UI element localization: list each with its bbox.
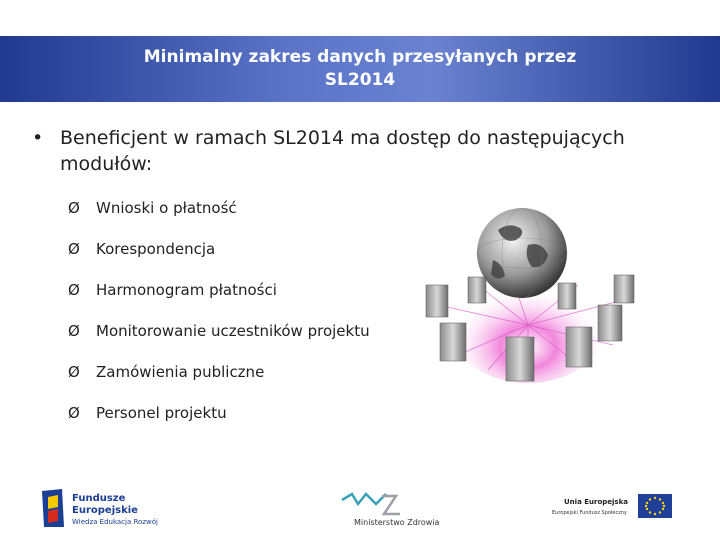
ministerstwo-zdrowia-logo [338, 488, 440, 528]
bullet-icon: • [32, 127, 44, 149]
arrow-bullet-icon: Ø [68, 404, 80, 422]
arrow-bullet-icon: Ø [68, 322, 80, 340]
ue-logo-line1: Unia Europejska [564, 498, 628, 506]
module-label: Zamówienia publiczne [96, 363, 265, 381]
list-item [68, 237, 370, 261]
main-bullet-text: Beneficjent w ramach SL2014 ma dostęp do następujących modułów: [60, 127, 625, 175]
main-bullet [32, 125, 672, 177]
fe-logo-line3: Wiedza Edukacja Rozwój [72, 518, 158, 526]
fe-logo-line1: Fundusze [72, 493, 126, 504]
list-item [68, 278, 370, 302]
arrow-bullet-icon: Ø [68, 281, 80, 299]
module-label: Korespondencja [96, 240, 216, 258]
module-label: Monitorowanie uczestników projektu [96, 322, 370, 340]
module-label: Harmonogram płatności [96, 281, 277, 299]
arrow-bullet-icon: Ø [68, 199, 80, 217]
list-item [68, 319, 370, 343]
module-list [68, 196, 370, 442]
slide-title: Minimalny zakres danych przesyłanych przez SL2014 [143, 47, 577, 90]
network-globe-illustration [418, 205, 640, 390]
title-bar [0, 36, 720, 102]
fe-logo-line2: Europejskie [72, 505, 138, 516]
fundusze-europejskie-logo [40, 487, 170, 529]
list-item [68, 401, 370, 425]
arrow-bullet-icon: Ø [68, 240, 80, 258]
mz-logo-caption: Ministerstwo Zdrowia [354, 518, 440, 527]
module-label: Wnioski o płatność [96, 199, 237, 217]
list-item [68, 360, 370, 384]
arrow-bullet-icon: Ø [68, 363, 80, 381]
unia-europejska-logo [552, 492, 676, 522]
ue-logo-line2: Europejski Fundusz Społeczny [552, 510, 627, 516]
module-label: Personel projektu [96, 404, 227, 422]
list-item [68, 196, 370, 220]
